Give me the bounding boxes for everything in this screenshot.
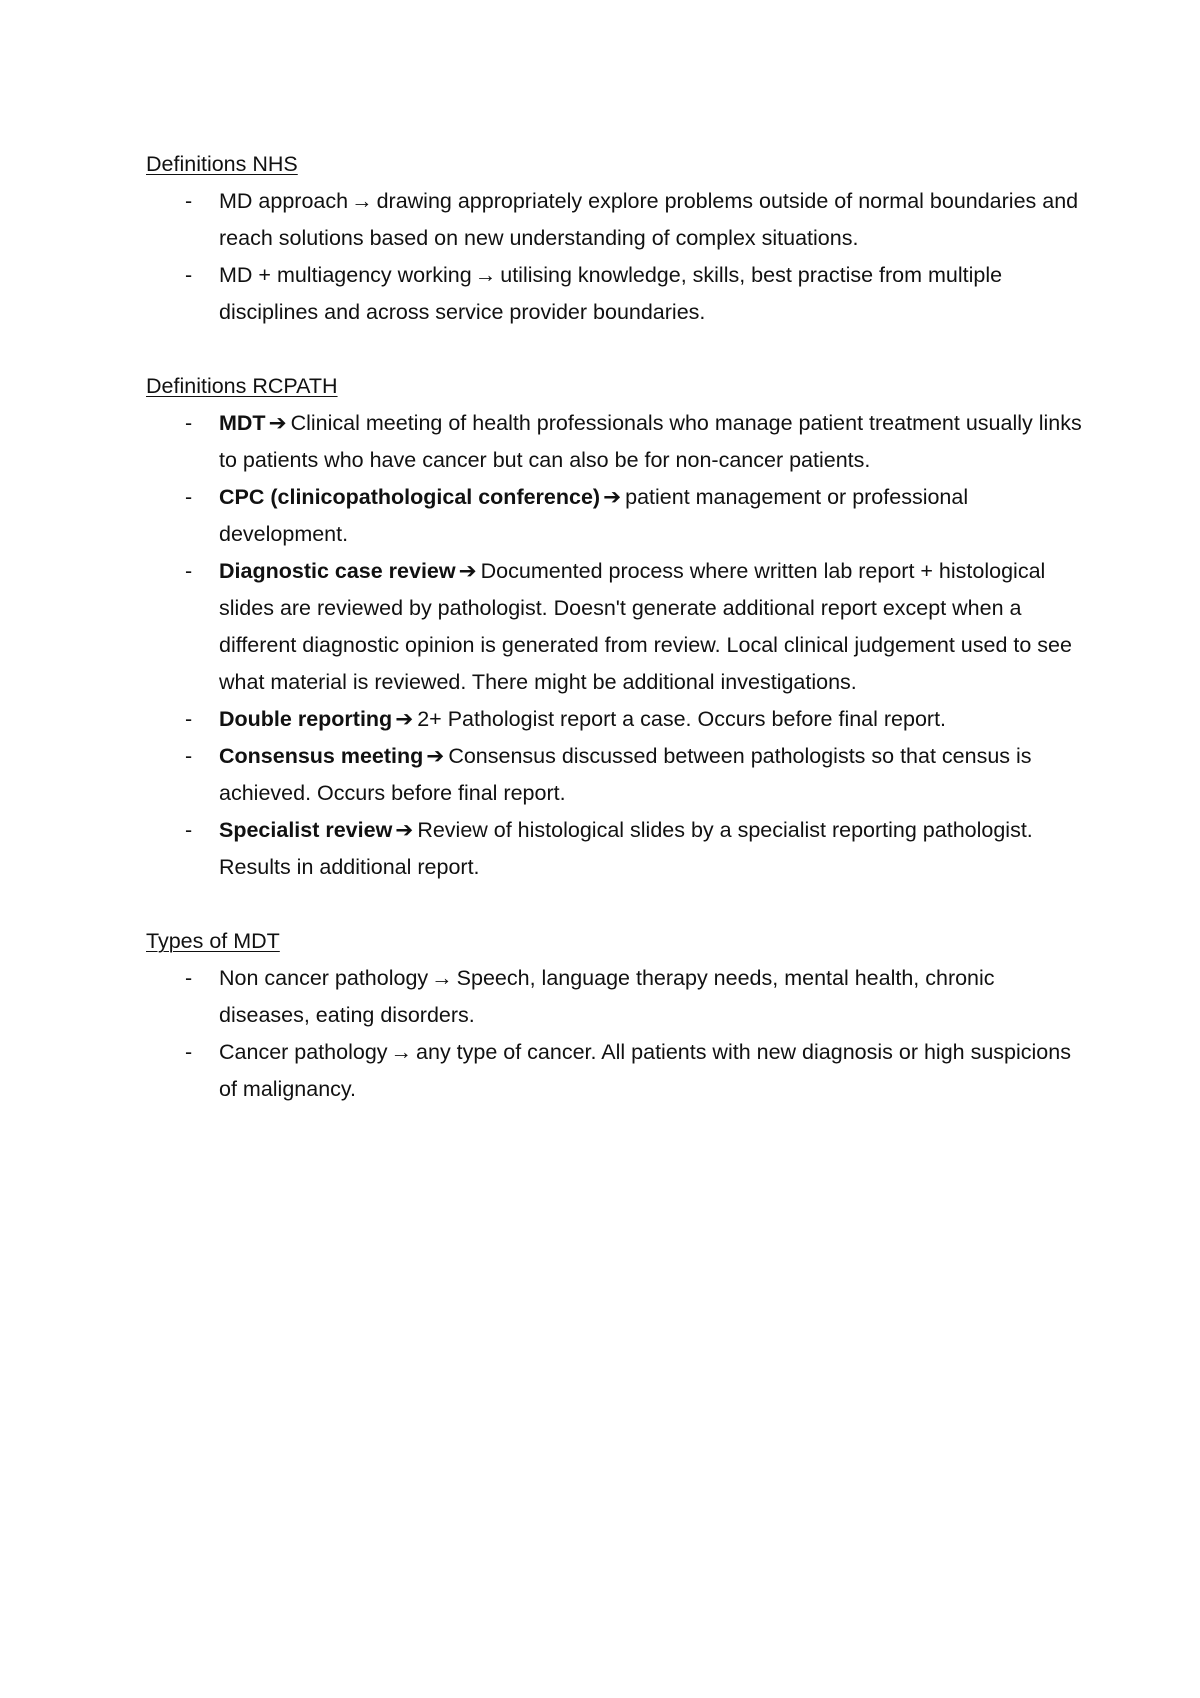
item-text: Clinical meeting of health professionals who manage patient treatment usually links to patients who have cancer but can also be for non-cancer patients.	[219, 411, 1082, 472]
bullet-dash: -	[185, 411, 193, 435]
arrow-right-icon: ➔	[395, 818, 414, 842]
item-text: Consensus discussed between pathologists so that census is achieved. Occurs before final report.	[219, 744, 1032, 805]
list-item	[146, 405, 1086, 479]
item-term: CPC (clinicopathological conference)	[219, 485, 601, 509]
item-term: Specialist review	[219, 818, 393, 842]
arrow-right-icon: →	[474, 263, 497, 287]
section-definitions-rcpath	[146, 368, 1086, 886]
document-body	[146, 146, 1086, 1145]
list-item	[146, 479, 1086, 553]
bullet-dash: -	[185, 818, 193, 842]
list-item	[146, 183, 1086, 257]
definition-list	[146, 405, 1086, 886]
list-item	[146, 257, 1086, 331]
section-heading: Definitions NHS	[146, 152, 298, 176]
bullet-dash: -	[185, 966, 193, 990]
list-item	[146, 553, 1086, 701]
arrow-right-icon: →	[390, 1040, 413, 1064]
item-text: Speech, language therapy needs, mental health, chronic diseases, eating disorders.	[219, 966, 995, 1027]
definition-list	[146, 960, 1086, 1108]
arrow-right-icon: ➔	[603, 485, 622, 509]
section-heading: Definitions RCPATH	[146, 374, 338, 398]
item-text: any type of cancer. All patients with new diagnosis or high suspicions of malignancy.	[219, 1040, 1071, 1101]
list-item	[146, 960, 1086, 1034]
list-item	[146, 701, 1086, 738]
arrow-right-icon: →	[351, 189, 373, 213]
item-text: Documented process where written lab report + histological slides are reviewed by pathologist. Doesn't generate additional report except when a different diagnostic opinion is generated from review. Local clinical judgement used to see what material is reviewed. There might be additional investigations.	[219, 559, 1072, 694]
item-term: Non cancer pathology	[219, 966, 429, 990]
bullet-dash: -	[185, 263, 193, 287]
bullet-dash: -	[185, 1040, 193, 1064]
item-text: utilising knowledge, skills, best practise from multiple disciplines and across service provider boundaries.	[219, 263, 1003, 324]
bullet-dash: -	[185, 559, 193, 583]
bullet-dash: -	[185, 485, 193, 509]
arrow-right-icon: →	[431, 966, 453, 990]
list-item	[146, 1034, 1086, 1108]
arrow-right-icon: ➔	[458, 559, 477, 583]
item-term: MD + multiagency working	[219, 263, 472, 287]
section-types-of-mdt	[146, 923, 1086, 1108]
item-term: Double reporting	[219, 707, 393, 731]
item-text: Review of histological slides by a specialist reporting pathologist. Results in additional report.	[219, 818, 1033, 879]
list-item	[146, 738, 1086, 812]
item-term: MD approach	[219, 189, 349, 213]
bullet-dash: -	[185, 707, 193, 731]
item-term: MDT	[219, 411, 266, 435]
item-term: Consensus meeting	[219, 744, 424, 768]
section-definitions-nhs	[146, 146, 1086, 331]
arrow-right-icon: ➔	[426, 744, 445, 768]
item-text: drawing appropriately explore problems outside of normal boundaries and reach solutions based on new understanding of complex situations.	[219, 189, 1079, 250]
section-heading: Types of MDT	[146, 929, 280, 953]
bullet-dash: -	[185, 744, 193, 768]
bullet-dash: -	[185, 189, 193, 213]
arrow-right-icon: ➔	[268, 411, 287, 435]
item-text: 2+ Pathologist report a case. Occurs before final report.	[417, 707, 947, 731]
item-text: patient management or professional development.	[219, 485, 969, 546]
list-item	[146, 812, 1086, 886]
arrow-right-icon: ➔	[395, 707, 414, 731]
definition-list	[146, 183, 1086, 331]
item-term: Diagnostic case review	[219, 559, 456, 583]
item-term: Cancer pathology	[219, 1040, 388, 1064]
